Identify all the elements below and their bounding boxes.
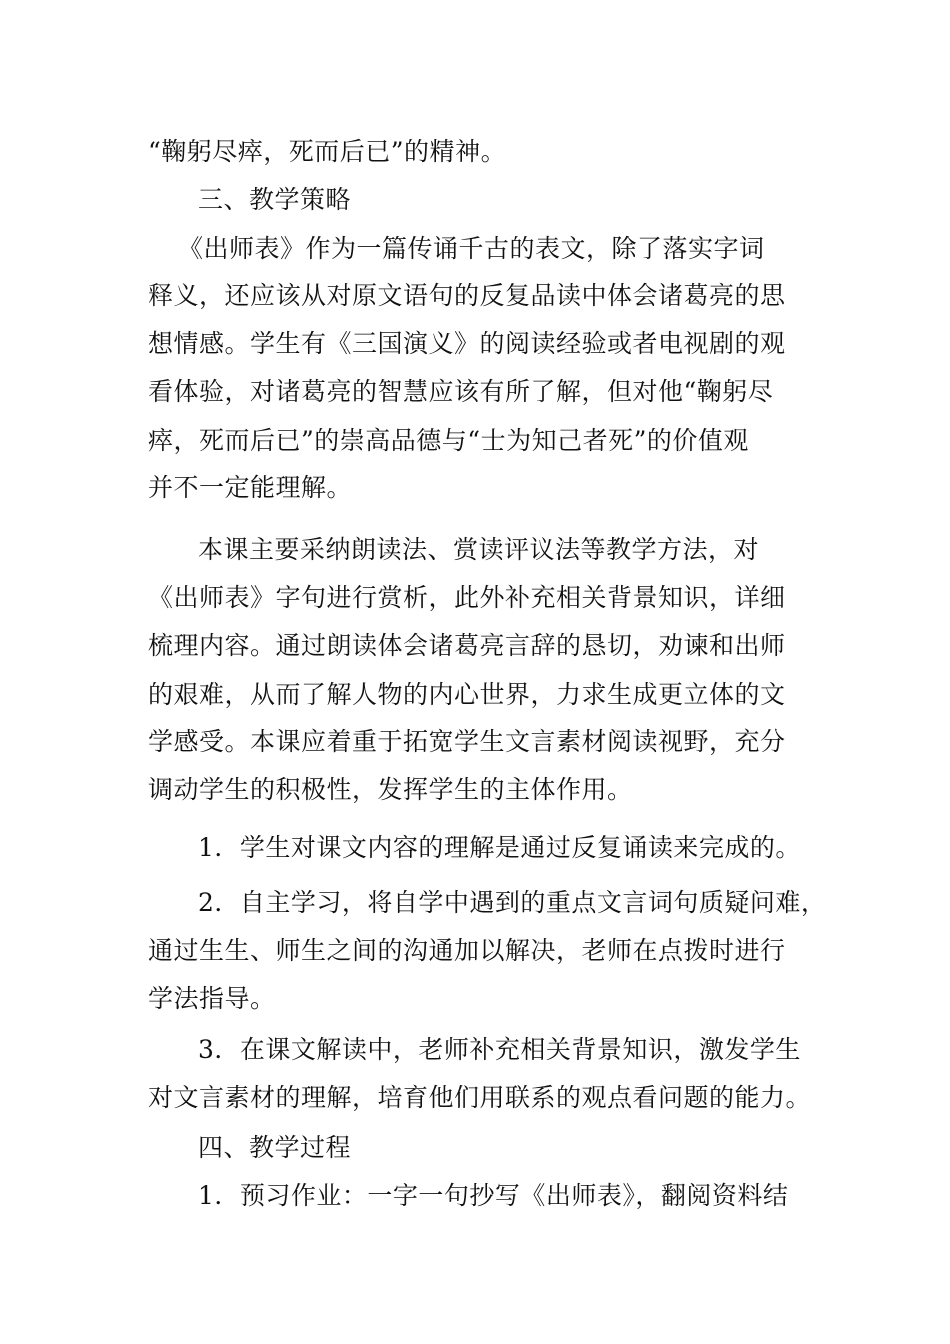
text-line: “鞠躬尽瘁，死而后已”的精神。 [148,137,507,166]
text-line: 并不一定能理解。 [148,473,353,502]
text-line: 调动学生的积极性，发挥学生的主体作用。 [148,775,633,804]
list-item: 1．学生对课文内容的理解是通过反复诵读来完成的。 [198,833,801,862]
section-heading: 四、教学过程 [198,1133,352,1162]
text-line: 《出师表》作为一篇传诵千古的表文，除了落实字词 [178,234,765,263]
text-line: 对文言素材的理解，培育他们用联系的观点看问题的能力。 [148,1083,812,1112]
list-item: 2．自主学习，将自学中遇到的重点文言词句质疑问难， [198,888,827,917]
section-heading: 三、教学策略 [198,185,352,214]
text-line: 瘁，死而后已”的崇高品德与“士为知己者死”的价值观 [148,426,749,455]
text-line: 学法指导。 [148,984,276,1013]
list-item: 1．预习作业：一字一句抄写《出师表》，翻阅资料结 [198,1181,789,1210]
text-line: 的艰难，从而了解人物的内心世界，力求生成更立体的文 [148,680,786,709]
text-line: 通过生生、师生之间的沟通加以解决，老师在点拨时进行 [148,936,786,965]
text-line: 释义，还应该从对原文语句的反复品读中体会诸葛亮的思 [148,281,786,310]
text-line: 看体验，对诸葛亮的智慧应该有所了解，但对他“鞠躬尽 [148,377,774,406]
text-line: 学感受。本课应着重于拓宽学生文言素材阅读视野，充分 [148,727,786,756]
text-line: 本课主要采纳朗读法、赏读评议法等教学方法，对 [198,535,760,564]
list-item: 3．在课文解读中，老师补充相关背景知识，激发学生 [198,1035,801,1064]
text-line: 梳理内容。通过朗读体会诸葛亮言辞的恳切，劝谏和出师 [148,631,786,660]
text-line: 《出师表》字句进行赏析，此外补充相关背景知识，详细 [148,583,786,612]
text-line: 想情感。学生有《三国演义》的阅读经验或者电视剧的观 [148,329,786,358]
